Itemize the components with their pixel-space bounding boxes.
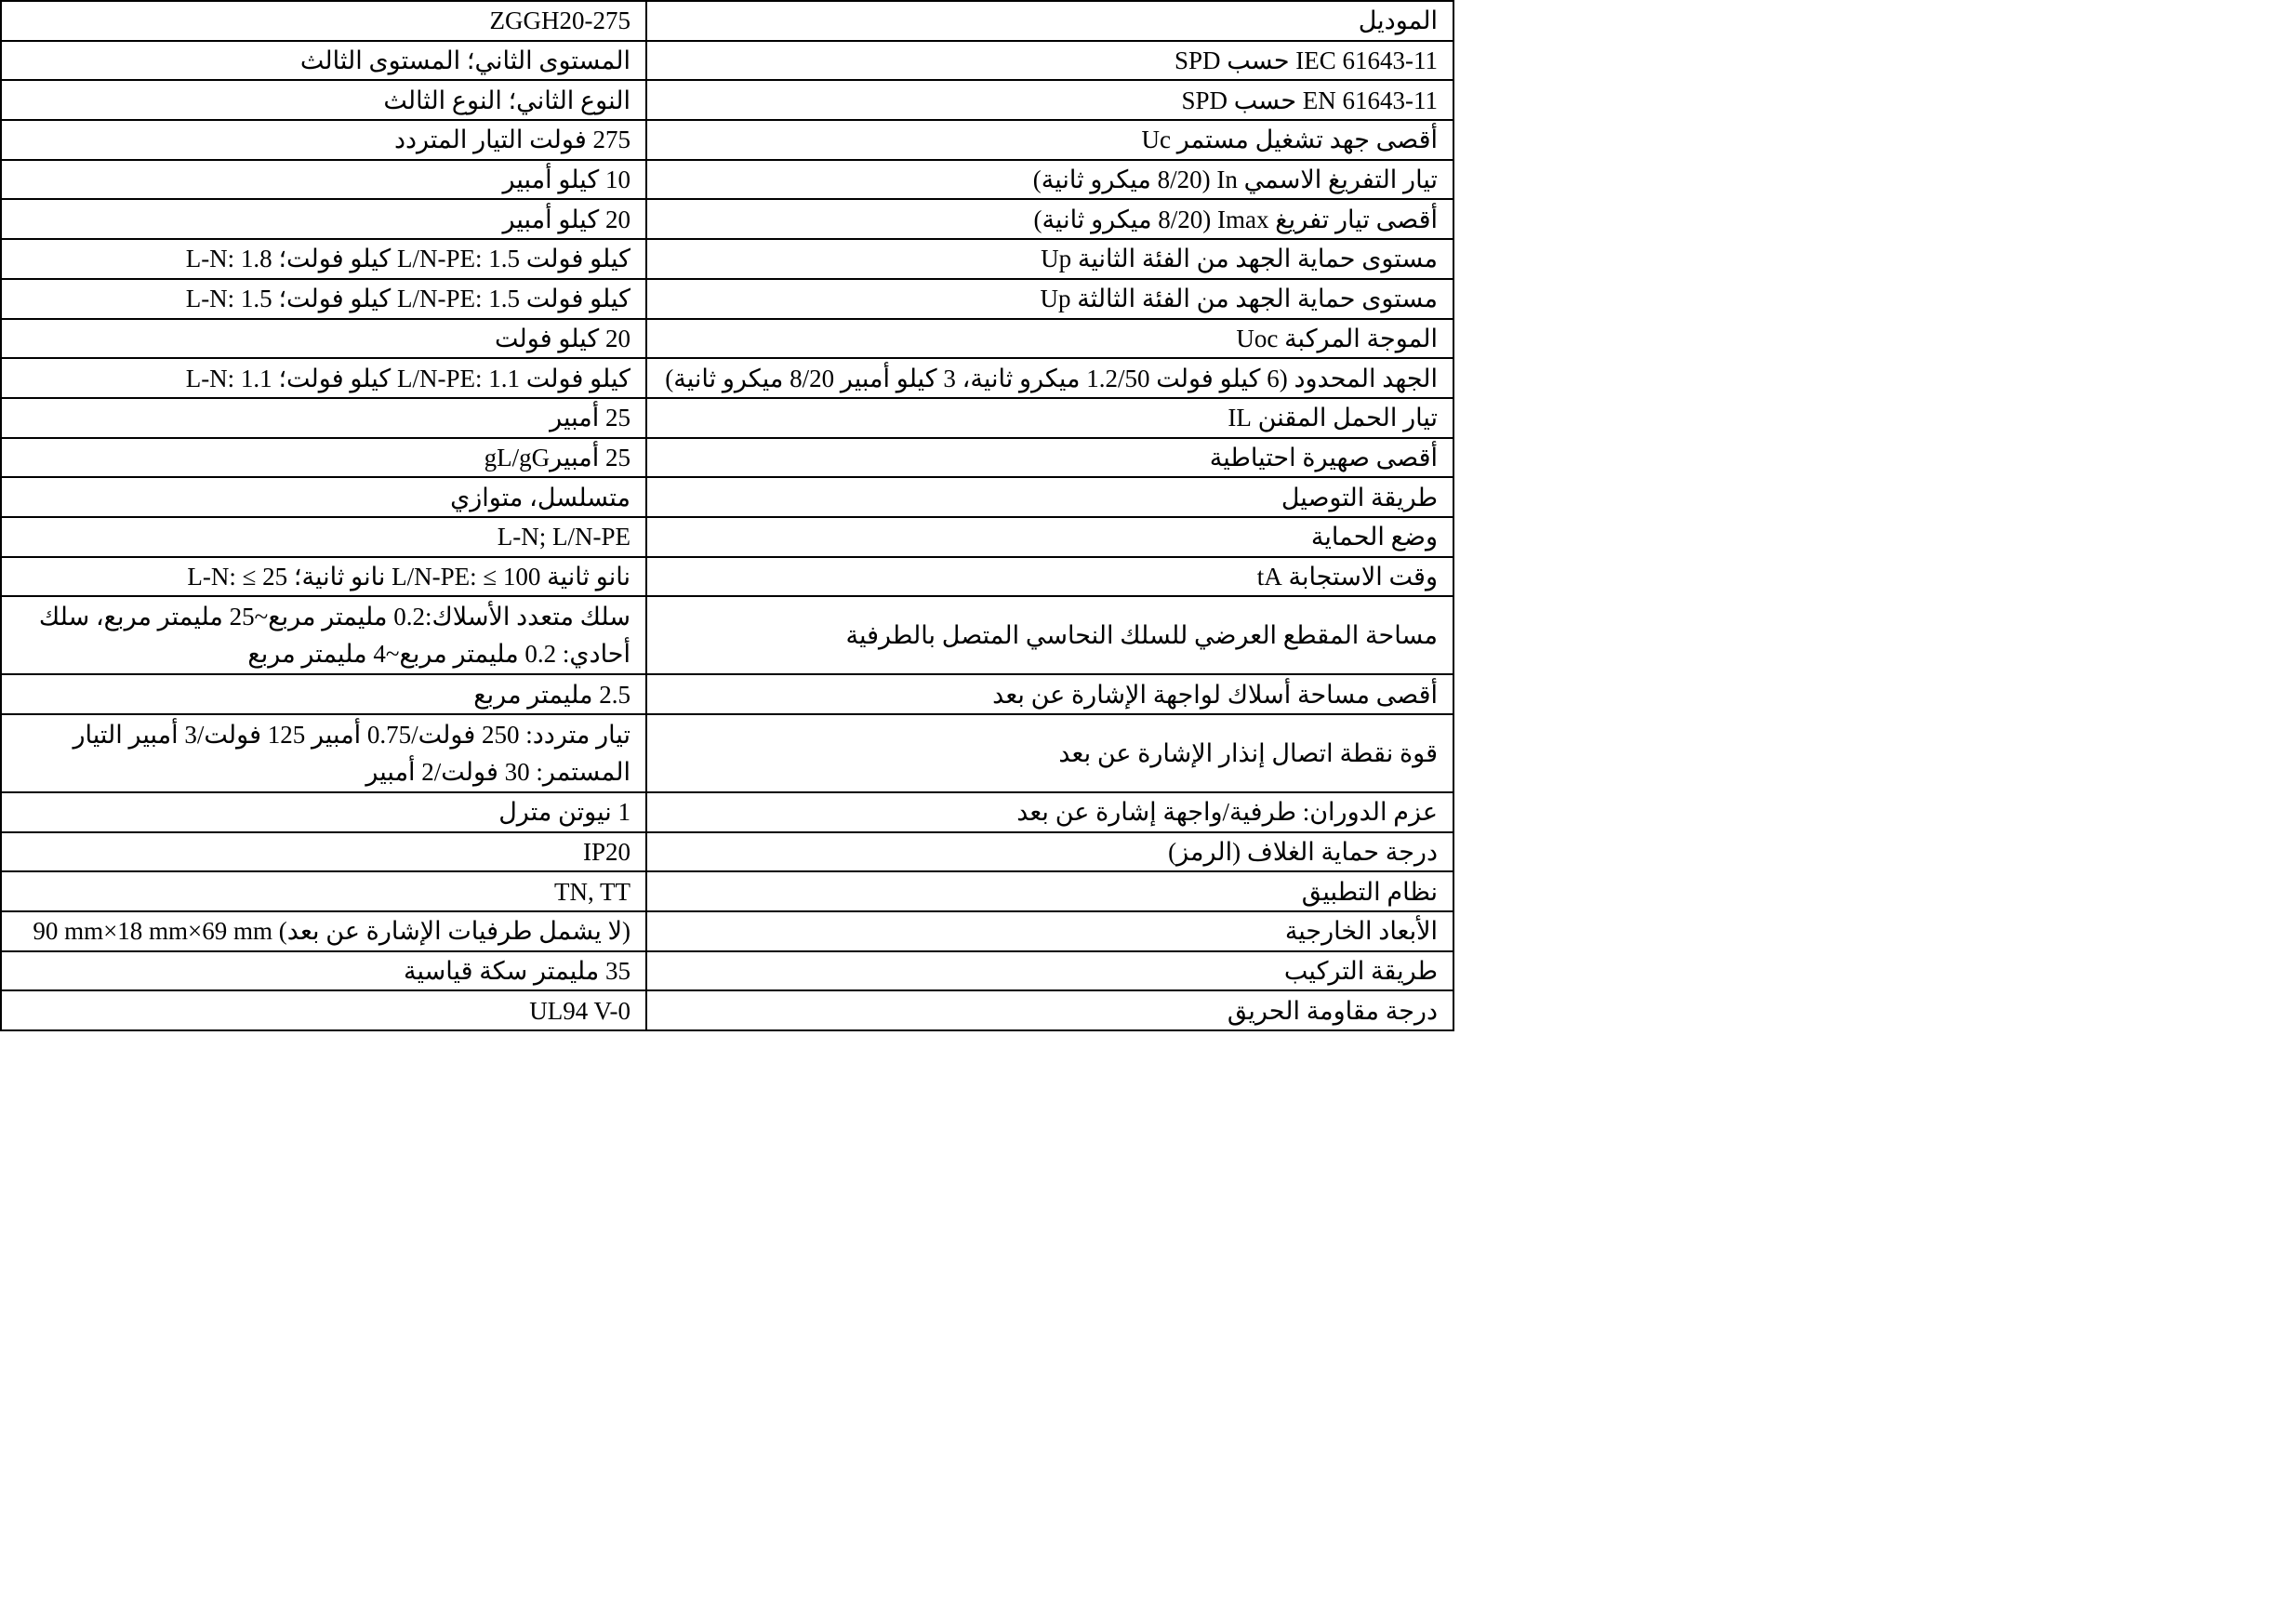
param-value: متسلسل، متوازي — [1, 477, 646, 517]
table-row — [1, 319, 1453, 359]
param-value: 90 mm×18 mm×69 mm (لا يشمل طرفيات الإشارة عن بعد) — [1, 911, 646, 951]
table-row — [1, 517, 1453, 557]
param-label: وقت الاستجابة tA — [646, 557, 1453, 597]
param-value: TN, TT — [1, 871, 646, 911]
table-row — [1, 239, 1453, 279]
table-row — [1, 911, 1453, 951]
table-row — [1, 596, 1453, 674]
param-value: 20 كيلو فولت — [1, 319, 646, 359]
param-value: سلك متعدد الأسلاك:0.2 مليمتر مربع~25 مليمتر مربع، سلك أحادي: 0.2 مليمتر مربع~4 مليمتر مربع — [1, 596, 646, 674]
param-value: L-N: 1.1 كيلو فولت؛ L/N-PE: 1.1 كيلو فولت — [1, 358, 646, 398]
table-row — [1, 714, 1453, 792]
param-label: طريقة التوصيل — [646, 477, 1453, 517]
table-row — [1, 80, 1453, 120]
table-row — [1, 358, 1453, 398]
param-value: 25 أمبير — [1, 398, 646, 438]
table-row — [1, 160, 1453, 200]
table-row — [1, 120, 1453, 160]
param-label: أقصى تيار تفريغ Imax (8/20 ميكرو ثانية) — [646, 199, 1453, 239]
param-label: مستوى حماية الجهد من الفئة الثالثة Up — [646, 279, 1453, 319]
param-value: ZGGH20-275 — [1, 1, 646, 41]
table-row — [1, 477, 1453, 517]
param-label: طريقة التركيب — [646, 951, 1453, 991]
table-row — [1, 871, 1453, 911]
param-value: IP20 — [1, 832, 646, 872]
param-value: 10 كيلو أمبير — [1, 160, 646, 200]
param-label: تيار الحمل المقنن IL — [646, 398, 1453, 438]
table-row — [1, 990, 1453, 1030]
param-label: وضع الحماية — [646, 517, 1453, 557]
param-value: 35 مليمتر سكة قياسية — [1, 951, 646, 991]
param-label: الموديل — [646, 1, 1453, 41]
param-label: قوة نقطة اتصال إنذار الإشارة عن بعد — [646, 714, 1453, 792]
param-label: الأبعاد الخارجية — [646, 911, 1453, 951]
table-row — [1, 792, 1453, 832]
table-row — [1, 199, 1453, 239]
param-label: الموجة المركبة Uoc — [646, 319, 1453, 359]
param-value: المستوى الثاني؛ المستوى الثالث — [1, 41, 646, 81]
param-label: SPD حسب EN 61643-11 — [646, 80, 1453, 120]
param-label: مستوى حماية الجهد من الفئة الثانية Up — [646, 239, 1453, 279]
param-value: 25 أمبيرgL/gG — [1, 438, 646, 478]
param-value: 2.5 مليمتر مربع — [1, 674, 646, 714]
param-label: أقصى جهد تشغيل مستمر Uc — [646, 120, 1453, 160]
param-value: تيار متردد: 250 فولت/0.75 أمبير 125 فولت/3 أمبير التيار المستمر: 30 فولت/2 أمبير — [1, 714, 646, 792]
param-value: L-N: ≤ 25 نانو ثانية؛ L/N-PE: ≤ 100 نانو ثانية — [1, 557, 646, 597]
param-value: النوع الثاني؛ النوع الثالث — [1, 80, 646, 120]
table-row — [1, 1, 1453, 41]
table-row — [1, 557, 1453, 597]
param-label: درجة مقاومة الحريق — [646, 990, 1453, 1030]
param-value: 20 كيلو أمبير — [1, 199, 646, 239]
param-value: L-N: 1.5 كيلو فولت؛ L/N-PE: 1.5 كيلو فولت — [1, 279, 646, 319]
param-label: عزم الدوران: طرفية/واجهة إشارة عن بعد — [646, 792, 1453, 832]
table-row — [1, 674, 1453, 714]
table-row — [1, 951, 1453, 991]
table-row — [1, 279, 1453, 319]
table-row — [1, 832, 1453, 872]
param-label: درجة حماية الغلاف (الرمز) — [646, 832, 1453, 872]
param-label: أقصى مساحة أسلاك لواجهة الإشارة عن بعد — [646, 674, 1453, 714]
param-value: 275 فولت التيار المتردد — [1, 120, 646, 160]
table-row — [1, 41, 1453, 81]
param-label: مساحة المقطع العرضي للسلك النحاسي المتصل بالطرفية — [646, 596, 1453, 674]
param-value: 1 نيوتن مترل — [1, 792, 646, 832]
param-label: نظام التطبيق — [646, 871, 1453, 911]
table-row — [1, 438, 1453, 478]
param-value: UL94 V-0 — [1, 990, 646, 1030]
param-label: SPD حسب IEC 61643-11 — [646, 41, 1453, 81]
param-label: الجهد المحدود (6 كيلو فولت 1.2/50 ميكرو ثانية، 3 كيلو أمبير 8/20 ميكرو ثانية) — [646, 358, 1453, 398]
spec-table — [0, 0, 1454, 1031]
param-label: تيار التفريغ الاسمي In (8/20 ميكرو ثانية) — [646, 160, 1453, 200]
param-value: L-N: 1.8 كيلو فولت؛ L/N-PE: 1.5 كيلو فولت — [1, 239, 646, 279]
param-label: أقصى صهيرة احتياطية — [646, 438, 1453, 478]
table-row — [1, 398, 1453, 438]
param-value: L-N; L/N-PE — [1, 517, 646, 557]
